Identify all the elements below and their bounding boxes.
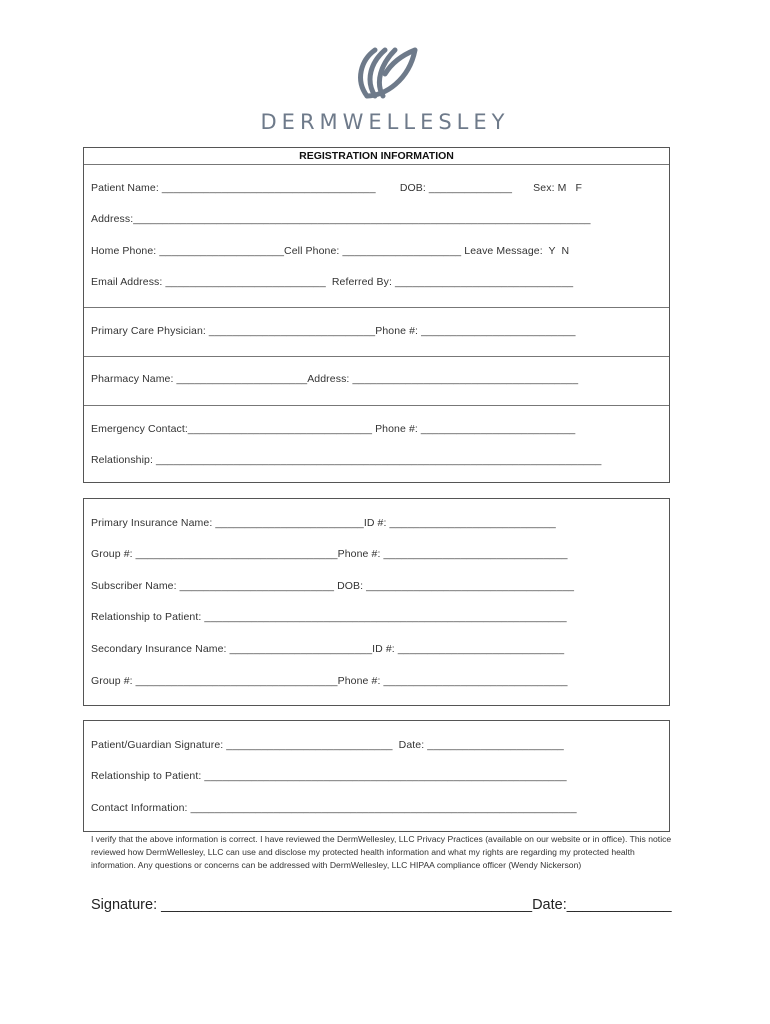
pcp-field[interactable]: Primary Care Physician: ____________________________Phone #: __________________________ [91, 325, 576, 337]
subscriber-field[interactable]: Subscriber Name: __________________________ DOB: ___________________________________ [91, 580, 575, 592]
registration-title: REGISTRATION INFORMATION [84, 148, 669, 165]
registration-box [83, 147, 670, 483]
relationship-field[interactable]: Relationship: ___________________________________________________________________________ [91, 454, 602, 466]
emergency-section [84, 405, 669, 484]
brand-name: DERMWELLESLEY [260, 110, 510, 134]
leaf-logo-icon [345, 40, 425, 104]
primary-insurance-field[interactable]: Primary Insurance Name: _________________________ID #: ____________________________ [91, 517, 556, 529]
pharmacy-section [84, 356, 669, 405]
final-signature-field[interactable]: Signature: ______________________________________________Date:_____________ [91, 897, 672, 913]
guardian-signature-field[interactable]: Patient/Guardian Signature: ____________________________ Date: _______________________ [91, 739, 564, 751]
contact-information-field[interactable]: Contact Information: _________________________________________________________________ [91, 802, 577, 814]
insurance-relationship-field[interactable]: Relationship to Patient: _____________________________________________________________ [91, 611, 567, 623]
patient-name-field[interactable]: Patient Name: ____________________________________ DOB: ______________ Sex: M F [91, 182, 583, 194]
insurance-box [83, 498, 670, 706]
physician-section [84, 307, 669, 356]
group-field-2[interactable]: Group #: __________________________________Phone #: _______________________________ [91, 675, 568, 687]
secondary-insurance-field[interactable]: Secondary Insurance Name: ________________________ID #: ____________________________ [91, 643, 565, 655]
phone-field[interactable]: Home Phone: _____________________Cell Phone: ____________________ Leave Message: Y N [91, 245, 570, 257]
emergency-contact-field[interactable]: Emergency Contact:_______________________________ Phone #: __________________________ [91, 423, 576, 435]
guardian-box [83, 720, 670, 832]
guardian-relationship-field[interactable]: Relationship to Patient: _____________________________________________________________ [91, 770, 567, 782]
patient-section [84, 165, 669, 307]
verification-statement: I verify that the above information is correct. I have reviewed the DermWellesley, LLC Privacy Practices (available on our website or in office). This notice reviewed how DermWellesley, LLC can use and disclose my protected health information and what my rights are regarding my protected health information. Any questions or concerns can be addressed with DermWellesley, LLC HIPAA compliance officer (Wendy Nickerson) [91, 834, 672, 870]
group-field-1[interactable]: Group #: __________________________________Phone #: _______________________________ [91, 548, 568, 560]
pharmacy-field[interactable]: Pharmacy Name: ______________________Address: ______________________________________ [91, 373, 579, 385]
email-field[interactable]: Email Address: ___________________________ Referred By: ______________________________ [91, 276, 574, 288]
logo [0, 40, 770, 134]
address-field[interactable]: Address:_____________________________________________________________________________ [91, 213, 591, 225]
